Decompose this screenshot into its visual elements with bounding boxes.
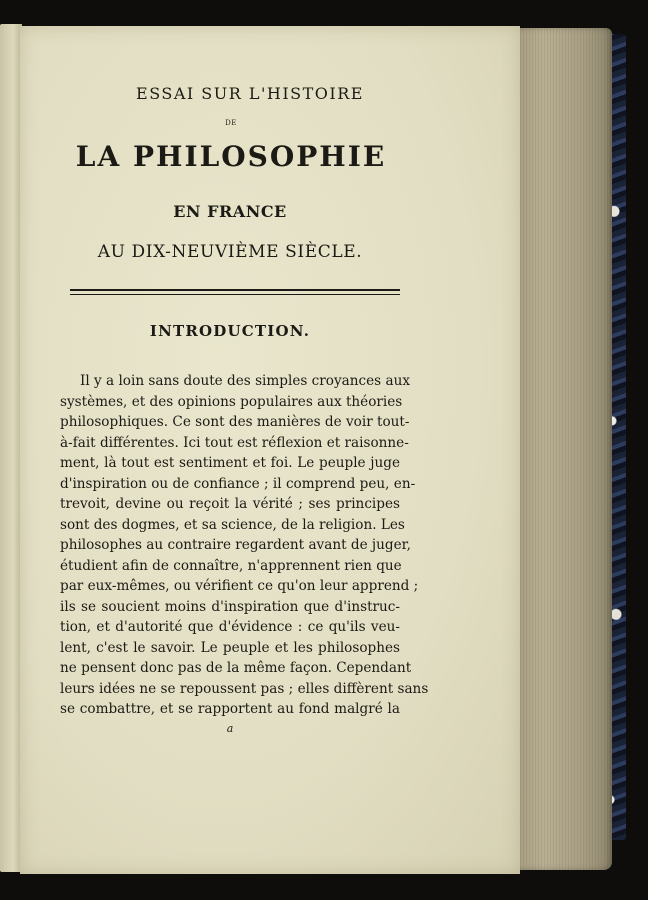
text-line: Il y a loin sans doute des simples croyances aux — [80, 373, 410, 389]
subtitle-en-france: EN FRANCE — [173, 202, 287, 221]
book-fore-edge — [514, 28, 612, 870]
section-heading: INTRODUCTION. — [149, 322, 311, 340]
text-line: à-fait différentes. Ici tout est réflexion et raisonne- — [60, 434, 409, 451]
text-line: philosophes au contraire regardent avant de juger, — [60, 537, 411, 553]
text-line: se combattre, et se rapportent au fond malgré la — [60, 701, 400, 717]
text-line: ne pensent donc pas de la même façon. Cependant — [60, 660, 412, 676]
divider-rule — [70, 289, 400, 295]
left-page-edge — [0, 24, 22, 872]
body-paragraph — [60, 371, 429, 720]
text-line: tion, et d'autorité que d'évidence : ce qu'ils veu- — [60, 619, 400, 635]
text-line: d'inspiration ou de confiance ; il comprend peu, en- — [60, 475, 416, 492]
text-line: étudient afin de connaître, n'apprennent rien que — [60, 557, 402, 574]
book-page — [20, 26, 520, 874]
page-title: LA PHILOSOPHIE — [75, 140, 387, 173]
subtitle-siecle: AU DIX-NEUVIÈME SIÈCLE. — [97, 242, 363, 262]
text-line: ment, là tout est sentiment et foi. Le peuple juge — [60, 455, 400, 471]
header-de: DE — [225, 119, 237, 127]
text-line: sont des dogmes, et sa science, de la religion. Les — [60, 516, 405, 533]
text-line: ils se soucient moins d'inspiration que d'instruc- — [60, 598, 400, 615]
page-content — [20, 26, 520, 874]
text-line: philosophiques. Ce sont des manières de voir tout- — [60, 414, 410, 430]
text-line: lent, c'est le savoir. Le peuple et les philosophes — [60, 639, 400, 656]
header-essai: ESSAI SUR L'HISTOIRE — [136, 84, 364, 103]
text-line: trevoit, devine ou reçoit la vérité ; ses principes — [60, 496, 400, 512]
text-line: systèmes, et des opinions populaires aux théories — [60, 393, 403, 410]
text-line: leurs idées ne se repoussent pas ; elles diffèrent sans — [60, 680, 429, 697]
signature-mark: a — [226, 722, 234, 735]
text-line: par eux-mêmes, ou vérifient ce qu'on leur apprend ; — [60, 578, 419, 594]
